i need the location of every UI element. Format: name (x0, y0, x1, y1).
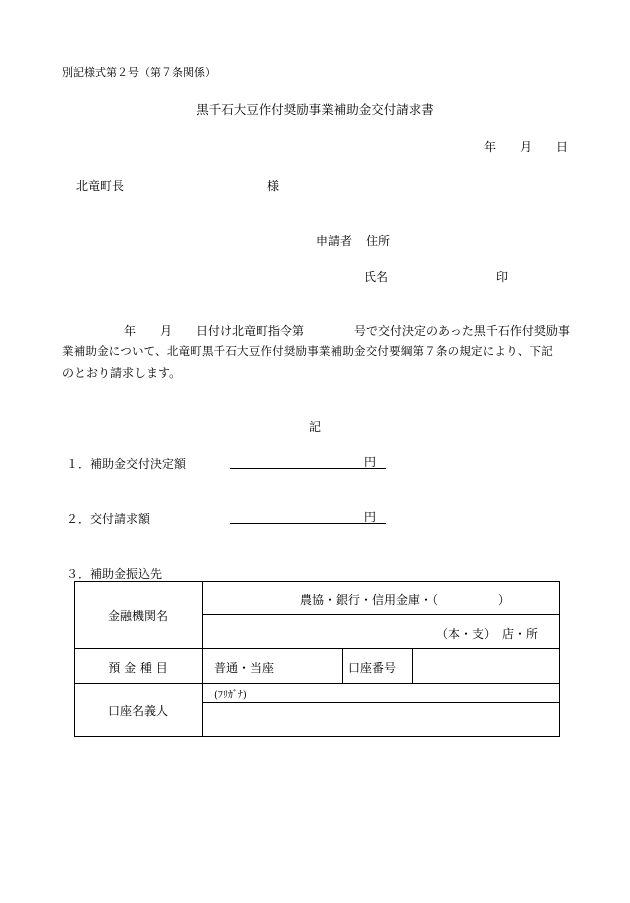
address-label: 住所 (366, 234, 391, 248)
item-bank-label: ３．補助金振込先 (66, 567, 163, 581)
addressee-name: 北竜町長 (76, 179, 125, 193)
account-number-label: 口座番号 (348, 661, 397, 675)
branch-types[interactable]: （本・支） 店・所 (436, 627, 539, 641)
seal-mark: 印 (496, 270, 509, 284)
table-divider (412, 648, 413, 683)
request-amount-unit: 円 (364, 510, 377, 524)
ki-heading: 記 (309, 420, 322, 434)
deposit-type-options[interactable]: 普通・当座 (214, 661, 275, 675)
body-decision: 号で交付決定のあった黒千石作付奨励事 (354, 324, 570, 338)
name-label: 氏名 (364, 270, 389, 284)
date-month-label: 月 (520, 140, 533, 154)
document-title: 黒千石大豆作付奨励事業補助金交付請求書 (196, 102, 434, 117)
institution-label: 金融機関名 (107, 609, 168, 623)
body-year: 年 (124, 324, 137, 338)
addressee-honorific: 様 (267, 179, 280, 193)
account-number-field[interactable] (414, 649, 558, 683)
table-divider (342, 648, 343, 683)
decision-amount-field[interactable] (230, 468, 386, 469)
holder-name-field[interactable] (203, 703, 558, 735)
item-decision-amount-label: １．補助金交付決定額 (66, 457, 187, 471)
furigana-label: (ﾌﾘｶﾞﾅ) (214, 690, 247, 701)
request-amount-field[interactable] (230, 523, 386, 524)
date-day-label: 日 (556, 140, 569, 154)
body-line-3: のとおり請求します。 (62, 366, 182, 380)
body-directive: 日付け北竜町指令第 (196, 324, 305, 338)
institution-types[interactable]: 農協・銀行・信用金庫・（ ） (300, 593, 511, 607)
item-request-amount-label: ２．交付請求額 (66, 512, 151, 526)
applicant-label: 申請者 (316, 234, 353, 248)
deposit-type-label: 預 金 種 目 (108, 661, 168, 675)
body-line-2: 業補助金について、北竜町黒千石大豆作付奨励事業補助金交付要綱第７条の規定により、下記 (62, 344, 553, 358)
decision-amount-unit: 円 (364, 455, 377, 469)
table-divider (202, 614, 559, 615)
body-month: 月 (160, 324, 173, 338)
holder-label: 口座名義人 (107, 704, 168, 718)
form-number: 別記様式第２号（第７条関係） (62, 66, 216, 79)
table-divider (74, 683, 559, 684)
date-year-label: 年 (484, 140, 497, 154)
